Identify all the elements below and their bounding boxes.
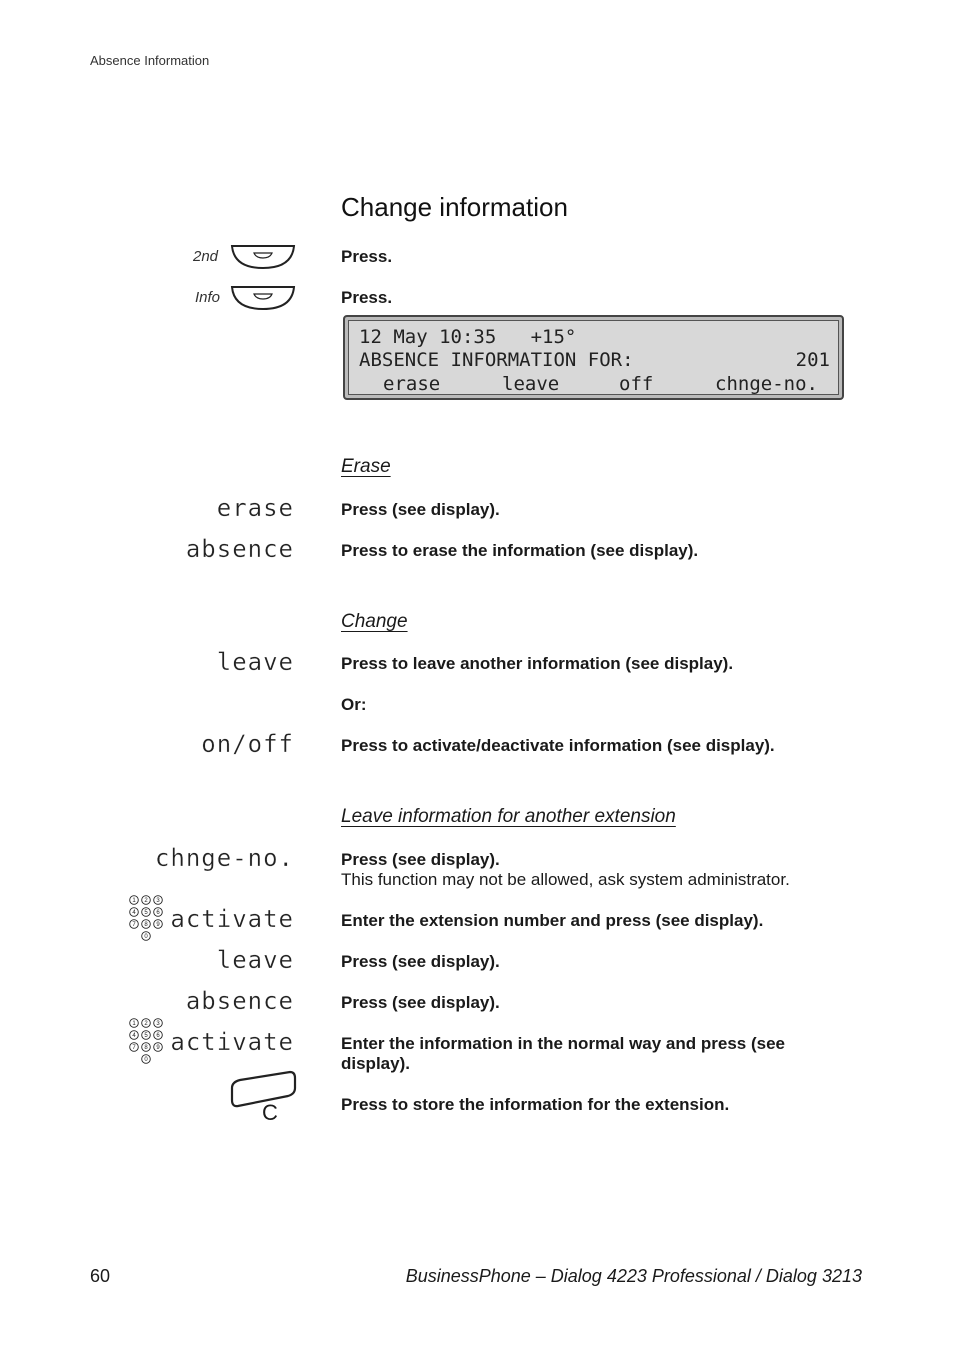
clear-key-label: C [262,1100,278,1125]
display-softkey-leave: leave [502,373,560,395]
instruction-text: Press. [341,288,393,307]
softkey-chnge-no[interactable]: chnge-no. [154,844,294,872]
keypad-digit: 6 [156,910,160,917]
keypad-digit: 7 [132,922,136,929]
display-extension: 201 [795,349,830,371]
instruction-text: Press to erase the information (see display). [341,541,699,560]
section-heading-erase: Erase [341,456,391,477]
keypad-digit: 0 [144,934,148,941]
keypad-digit: 5 [144,1033,148,1040]
footer-doc-title: BusinessPhone – Dialog 4223 Professional / Dialog 3213 [405,1266,862,1286]
page-title: Change information [341,192,568,222]
softkey-absence[interactable]: absence [185,535,294,563]
page-number: 60 [90,1266,111,1286]
keypad-digit: 2 [144,1021,148,1028]
instruction-text: Press (see display). [341,500,500,519]
display-line-1: 12 May 10:35 +15° [359,326,577,348]
instruction-text: Press (see display). [341,952,500,971]
instruction-text: Press to activate/deactivate information (see display). [341,736,775,755]
instruction-text [341,850,841,890]
instruction-text: Press (see display). [341,993,500,1012]
display-line-2: ABSENCE INFORMATION FOR: [359,349,634,371]
keypad-digit: 5 [144,910,148,917]
softkey-erase[interactable]: erase [216,494,294,522]
softkey-activate[interactable]: activate [170,1028,294,1056]
keypad-digit: 8 [144,1045,148,1052]
softkey-leave[interactable]: leave [216,648,294,676]
softkey-activate[interactable]: activate [170,905,294,933]
instruction-text: Enter the information in the normal way and press (see display). [341,1034,785,1073]
section-heading-change: Change [341,611,408,632]
keypad-digit: 9 [156,1045,160,1052]
display-softkey-erase: erase [383,373,441,395]
keypad-digit: 6 [156,1033,160,1040]
keypad-digit: 4 [132,910,136,917]
instruction-bold: Press (see display). [341,850,500,869]
keypad-digit: 3 [156,898,160,905]
keypad-digit: 3 [156,1021,160,1028]
keypad-icon [129,1018,165,1073]
or-text: Or: [341,695,367,714]
softkey-absence[interactable]: absence [185,987,294,1015]
keypad-icon [129,895,165,950]
softkey-on-off[interactable]: on/off [201,730,294,758]
second-key-label: 2nd [193,248,219,265]
keypad-digit: 8 [144,922,148,929]
keypad-digit: 2 [144,898,148,905]
display-softkey-off: off [619,373,654,395]
second-key-icon [230,243,296,276]
keypad-digit: 1 [132,1021,136,1028]
instruction-text: Press to leave another information (see display). [341,654,734,673]
info-key-label: Info [195,289,221,306]
phone-display [343,315,844,400]
section-heading-other-extension: Leave information for another extension [341,806,676,827]
info-key-icon [230,284,296,317]
softkey-leave[interactable]: leave [216,946,294,974]
running-header: Absence Information [90,53,210,68]
instruction-note: This function may not be allowed, ask system administrator. [341,870,790,889]
keypad-digit: 4 [132,1033,136,1040]
instruction-text: Enter the extension number and press (see display). [341,911,764,930]
keypad-digit: 9 [156,922,160,929]
instruction-text: Press to store the information for the extension. [341,1095,730,1114]
display-softkey-chnge-no: chnge-no. [715,373,818,395]
keypad-digit: 0 [144,1057,148,1064]
instruction-text: Press. [341,247,393,266]
keypad-digit: 7 [132,1045,136,1052]
keypad-digit: 1 [132,898,136,905]
